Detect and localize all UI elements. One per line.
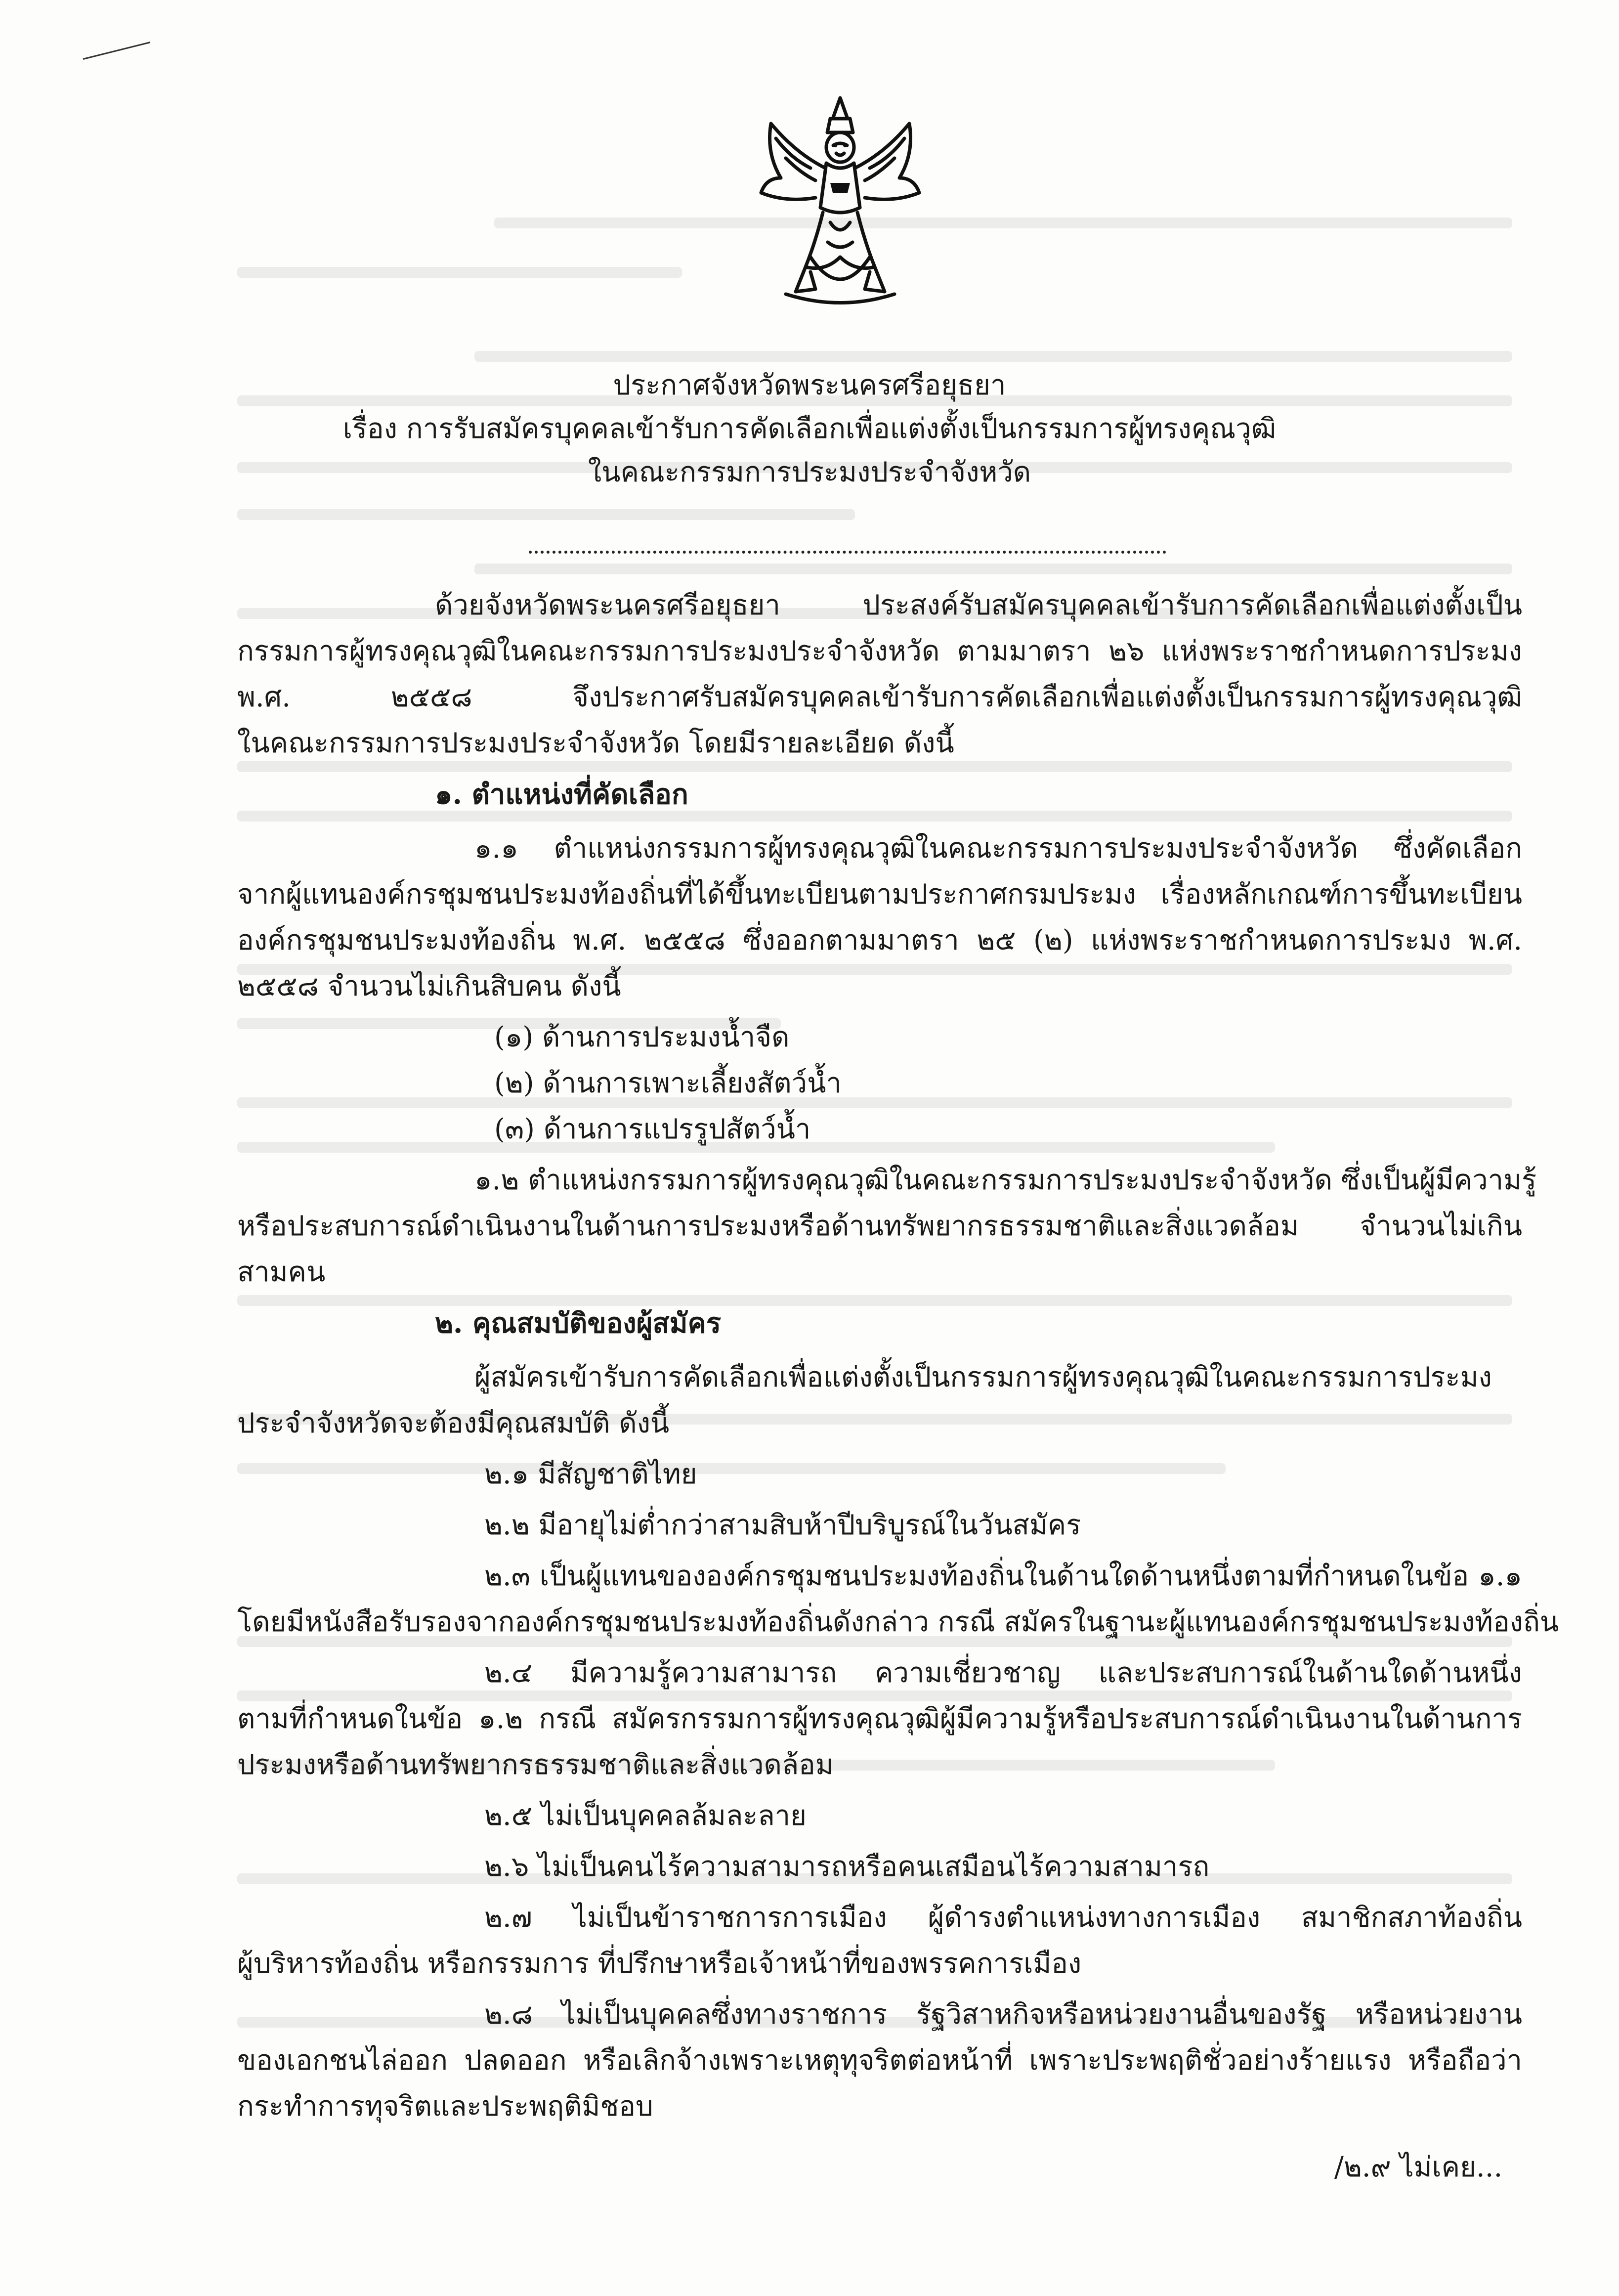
dotted-separator xyxy=(529,549,1166,554)
qualification-2-6: ๒.๖ ไม่เป็นคนไร้ความสามารถหรือคนเสมือนไร้ความสามารถ xyxy=(484,1851,1210,1883)
section-1-1-line: องค์กรชุมชนประมงท้องถิ่น พ.ศ. ๒๕๕๘ ซึ่งออกตามมาตรา ๒๕ (๒) แห่งพระราชกำหนดการประมง พ.ศ. xyxy=(237,924,1522,956)
qualification-2-8-line: กระทำการทุจริตและประพฤติมิชอบ xyxy=(237,2090,653,2123)
section-1-1-line: จากผู้แทนองค์กรชุมชนประมงท้องถิ่นที่ได้ขึ้นทะเบียนตามประกาศกรมประมง เรื่องหลักเกณฑ์การขึ้นทะเบียน xyxy=(237,878,1522,910)
document-subject-line-1: เรื่อง การรับสมัครบุคคลเข้ารับการคัดเลือกเพื่อแต่งตั้งเป็นกรรมการผู้ทรงคุณวุฒิ xyxy=(342,413,1277,445)
intro-line: กรรมการผู้ทรงคุณวุฒิในคณะกรรมการประมงประจำจังหวัด ตามมาตรา ๒๖ แห่งพระราชกำหนดการประมง xyxy=(237,635,1522,667)
section-1-1-line: ๒๕๕๘ จำนวนไม่เกินสิบคน ดังนี้ xyxy=(237,970,621,1002)
qualification-2-8-line: ของเอกชนไล่ออก ปลดออก หรือเลิกจ้างเพราะเหตุทุจริตต่อหน้าที่ เพราะประพฤติชั่วอย่างร้ายแรง หรือถือว่า xyxy=(237,2044,1522,2077)
document-subject-line-2: ในคณะกรรมการประมงประจำจังหวัด xyxy=(588,456,1031,488)
section-1-2-line: ๑.๒ ตำแหน่งกรรมการผู้ทรงคุณวุฒิในคณะกรรมการประมงประจำจังหวัด ซึ่งเป็นผู้มีความรู้ xyxy=(474,1164,1537,1196)
section-1-2-line: หรือประสบการณ์ดำเนินงานในด้านการประมงหรือด้านทรัพยากรธรรมชาติและสิ่งแวดล้อม จำนวนไม่เกิน xyxy=(237,1210,1522,1242)
pen-stroke-mark xyxy=(83,42,151,60)
qualification-2-8-line: ๒.๘ ไม่เป็นบุคคลซึ่งทางราชการ รัฐวิสาหกิจหรือหน่วยงานอื่นของรัฐ หรือหน่วยงาน xyxy=(484,1998,1522,2031)
section-2-intro-line: ประจำจังหวัดจะต้องมีคุณสมบัติ ดังนี้ xyxy=(237,1407,670,1439)
section-2-heading: ๒. คุณสมบัติของผู้สมัคร xyxy=(435,1307,722,1340)
qualification-2-3-line: โดยมีหนังสือรับรองจากองค์กรชุมชนประมงท้องถิ่นดังกล่าว กรณี สมัครในฐานะผู้แทนองค์กรชุมชนประมงท้องถิ่น xyxy=(237,1606,1559,1638)
document-title: ประกาศจังหวัดพระนครศรีอยุธยา xyxy=(613,369,1006,401)
section-2-intro-line: ผู้สมัครเข้ารับการคัดเลือกเพื่อแต่งตั้งเป็นกรรมการผู้ทรงคุณวุฒิในคณะกรรมการประมง xyxy=(474,1361,1492,1393)
qualification-2-4-line: ตามที่กำหนดในข้อ ๑.๒ กรณี สมัครกรรมการผู้ทรงคุณวุฒิผู้มีความรู้หรือประสบการณ์ดำเนินงานในด้านการ xyxy=(237,1703,1522,1735)
qualification-2-5: ๒.๕ ไม่เป็นบุคคลล้มละลาย xyxy=(484,1800,807,1832)
continuation-marker: /๒.๙ ไม่เคย... xyxy=(1334,2151,1503,2183)
intro-line: ด้วยจังหวัดพระนครศรีอยุธยา ประสงค์รับสมัครบุคคลเข้ารับการคัดเลือกเพื่อแต่งตั้งเป็น xyxy=(435,589,1522,621)
intro-line: พ.ศ. ๒๕๕๘ จึงประกาศรับสมัครบุคคลเข้ารับการคัดเลือกเพื่อแต่งตั้งเป็นกรรมการผู้ทรงคุณวุฒิ xyxy=(237,681,1522,713)
section-1-list-item: (๒) ด้านการเพาะเลี้ยงสัตว์น้ำ xyxy=(494,1067,842,1099)
qualification-2-2: ๒.๒ มีอายุไม่ต่ำกว่าสามสิบห้าปีบริบูรณ์ในวันสมัคร xyxy=(484,1509,1081,1541)
qualification-2-4-line: ๒.๔ มีความรู้ความสามารถ ความเชี่ยวชาญ และประสบการณ์ในด้านใดด้านหนึ่ง xyxy=(484,1657,1522,1689)
section-1-list-item: (๑) ด้านการประมงน้ำจืด xyxy=(494,1021,790,1053)
section-1-2-line: สามคน xyxy=(237,1256,326,1288)
section-1-list-item: (๓) ด้านการแปรรูปสัตว์น้ำ xyxy=(494,1113,811,1145)
qualification-2-1: ๒.๑ มีสัญชาติไทย xyxy=(484,1458,697,1490)
section-1-heading: ๑. ตำแหน่งที่คัดเลือก xyxy=(435,778,688,811)
garuda-emblem-icon xyxy=(756,94,924,311)
intro-line: ในคณะกรรมการประมงประจำจังหวัด โดยมีรายละเอียด ดังนี้ xyxy=(237,727,954,759)
qualification-2-7-line: ๒.๗ ไม่เป็นข้าราชการการเมือง ผู้ดำรงตำแหน่งทางการเมือง สมาชิกสภาท้องถิ่น xyxy=(484,1902,1522,1934)
section-1-1-line: ๑.๑ ตำแหน่งกรรมการผู้ทรงคุณวุฒิในคณะกรรมการประมงประจำจังหวัด ซึ่งคัดเลือก xyxy=(474,832,1522,865)
qualification-2-3-line: ๒.๓ เป็นผู้แทนขององค์กรชุมชนประมงท้องถิ่นในด้านใดด้านหนึ่งตามที่กำหนดในข้อ ๑.๑ xyxy=(484,1560,1522,1592)
qualification-2-7-line: ผู้บริหารท้องถิ่น หรือกรรมการ ที่ปรึกษาหรือเจ้าหน้าที่ของพรรคการเมือง xyxy=(237,1948,1082,1980)
qualification-2-4-line: ประมงหรือด้านทรัพยากรธรรมชาติและสิ่งแวดล้อม xyxy=(237,1749,834,1781)
